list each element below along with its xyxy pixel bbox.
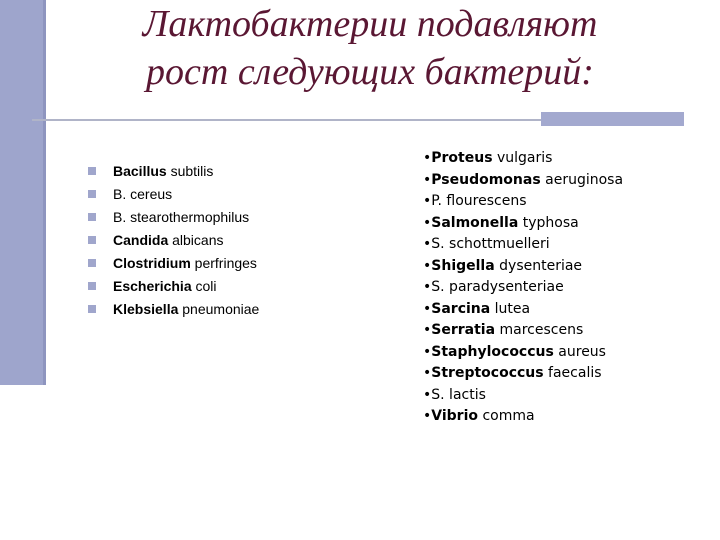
- bullet-dot-icon: •: [423, 343, 432, 360]
- title-line-2: рост следующих бактерий:: [146, 51, 594, 93]
- bullet-dot-icon: •: [423, 150, 432, 166]
- slide-title: [60, 0, 680, 96]
- bullet-dot-icon: •: [423, 279, 432, 295]
- genus-name: Pseudomonas: [431, 171, 541, 188]
- bullet-dot-icon: •: [423, 214, 432, 231]
- bullet-dot-icon: •: [423, 408, 432, 424]
- species-name: B. cereus: [113, 186, 173, 202]
- list-item: [88, 229, 259, 252]
- bullet-dot-icon: •: [423, 365, 432, 381]
- species-name: coli: [195, 278, 217, 294]
- species-name: subtilis: [170, 163, 214, 179]
- list-item: [423, 363, 623, 385]
- square-bullet-icon: [88, 282, 96, 290]
- list-item: [423, 213, 623, 235]
- genus-name: Klebsiella: [113, 301, 179, 317]
- species-name: aeruginosa: [545, 171, 624, 188]
- bullet-dot-icon: •: [423, 322, 432, 338]
- species-name: B. stearothermophilus: [113, 209, 250, 225]
- list-item: [423, 170, 623, 192]
- genus-name: Escherichia: [113, 278, 192, 294]
- genus-name: Bacillus: [113, 163, 167, 179]
- species-name: typhosa: [522, 214, 579, 231]
- species-name: marcescens: [499, 322, 584, 338]
- species-name: lutea: [494, 300, 531, 317]
- list-item: [423, 342, 623, 364]
- genus-name: Clostridium: [113, 255, 191, 271]
- genus-name: Vibrio: [431, 408, 478, 424]
- list-item: [88, 298, 259, 321]
- species-name: perfringes: [194, 255, 257, 271]
- list-item: [423, 148, 623, 170]
- divider-accent-block: [541, 112, 684, 126]
- list-item: [88, 275, 259, 298]
- list-item: [423, 234, 623, 256]
- list-item: [423, 256, 623, 278]
- left-decorative-bar: [0, 0, 46, 385]
- species-name: S. schottmuelleri: [431, 236, 550, 252]
- list-item: [423, 277, 623, 299]
- genus-name: Staphylococcus: [431, 343, 554, 360]
- species-name: albicans: [172, 232, 224, 248]
- bullet-dot-icon: •: [423, 193, 432, 209]
- list-item: [423, 320, 623, 342]
- list-item: [88, 206, 259, 229]
- species-name: comma: [482, 408, 535, 424]
- genus-name: Serratia: [431, 322, 496, 338]
- square-bullet-icon: [88, 305, 96, 313]
- square-bullet-icon: [88, 259, 96, 267]
- square-bullet-icon: [88, 213, 96, 221]
- bullet-dot-icon: •: [423, 300, 432, 317]
- genus-name: Proteus: [431, 150, 493, 166]
- list-item: [423, 406, 623, 428]
- right-bacteria-list: [423, 148, 623, 428]
- square-bullet-icon: [88, 167, 96, 175]
- species-name: aureus: [558, 343, 606, 360]
- list-item: [423, 385, 623, 407]
- square-bullet-icon: [88, 190, 96, 198]
- title-line-1: Лактобактерии подавляют: [142, 3, 598, 45]
- species-name: pneumoniae: [182, 301, 260, 317]
- list-item: [88, 252, 259, 275]
- bullet-dot-icon: •: [423, 257, 432, 274]
- left-bar-edge: [43, 0, 46, 385]
- list-item: [423, 299, 623, 321]
- species-name: faecalis: [548, 365, 602, 381]
- species-name: vulgaris: [497, 150, 553, 166]
- bullet-dot-icon: •: [423, 171, 432, 188]
- bullet-dot-icon: •: [423, 386, 432, 403]
- species-name: P. flourescens: [431, 193, 527, 209]
- genus-name: Sarcina: [431, 300, 491, 317]
- list-item: [88, 160, 259, 183]
- list-item: [423, 191, 623, 213]
- genus-name: Candida: [113, 232, 169, 248]
- genus-name: Shigella: [431, 257, 495, 274]
- bullet-dot-icon: •: [423, 236, 432, 252]
- left-bacteria-list: [88, 160, 259, 321]
- species-name: S. lactis: [431, 386, 486, 403]
- list-item: [88, 183, 259, 206]
- genus-name: Streptococcus: [431, 365, 544, 381]
- species-name: dysenteriae: [499, 257, 583, 274]
- genus-name: Salmonella: [431, 214, 519, 231]
- square-bullet-icon: [88, 236, 96, 244]
- species-name: S. paradysenteriae: [431, 279, 564, 295]
